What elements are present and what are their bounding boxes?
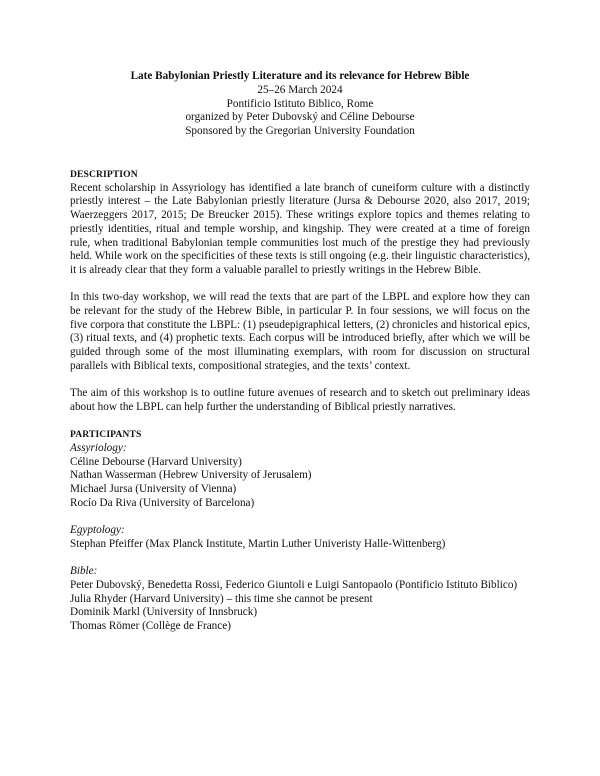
participant-entry: Thomas Römer (Collège de France) [70, 620, 231, 633]
workshop-venue: Pontificio Istituto Biblico, Rome [226, 97, 374, 110]
participant-group-assyriology [70, 442, 530, 511]
participant-group-egyptology [70, 524, 530, 551]
group-label: Bible: [70, 565, 98, 578]
document-header [0, 70, 600, 139]
description-paragraph-2: In this two-day workshop, we will read the texts that are part of the LBPL and explore how they can be relevant for the study of the Hebrew Bible, in particular P. In four sessions, we will focus on the five corpora that constitute the LBPL: (1) pseudepigraphical letters, (2) chronicles and historical epics, (3) ritual texts, and (4) prophetic texts. Each corpus will be introduced briefly, after which we will be guided through some of the most illuminating exemplars, with room for discussion on structural parallels with Biblical texts, compositional strategies, and the texts’ context. [70, 291, 530, 372]
group-label: Egyptology: [70, 524, 125, 537]
participant-entry: Julia Rhyder (Harvard University) – this time she cannot be present [70, 592, 373, 605]
description-paragraph-1: Recent scholarship in Assyriology has identified a late branch of cuneiform culture with a distinctly priestly interest – the Late Babylonian priestly literature (Jursa & Debourse 2020, also 2017, 2019; Waerzeggers 2017, 2015; De Breucker 2015). These writings explore topics and themes relating to priestly identities, ritual and temple worship, and kingship. They were created at a time of foreign rule, when traditional Babylonian temple communities lost much of the prestige they had previously held. While work on the specificities of these texts is still ongoing (e.g. their linguistic characteristics), it is already clear that they form a valuable parallel to priestly writings in the Hebrew Bible. [70, 181, 530, 276]
participant-entry: Stephan Pfeiffer (Max Planck Institute, Martin Luther Univeristy Halle-Wittenberg) [70, 537, 446, 550]
document-body [70, 168, 530, 634]
group-label: Assyriology: [70, 442, 127, 455]
participant-entry: Dominik Markl (University of Innsbruck) [70, 606, 258, 619]
participant-entry: Michael Jursa (University of Vienna) [70, 483, 237, 496]
participants-heading: PARTICIPANTS [70, 429, 142, 441]
description-paragraph-3: The aim of this workshop is to outline future avenues of research and to sketch out preliminary ideas about how the LBPL can help further the understanding of Biblical priestly narratives. [70, 387, 530, 413]
participant-entry: Rocío Da Riva (University of Barcelona) [70, 496, 255, 509]
workshop-organizers: organized by Peter Dubovský and Céline Debourse [185, 111, 415, 124]
participant-entry: Céline Debourse (Harvard University) [70, 455, 242, 468]
description-heading: DESCRIPTION [70, 169, 138, 180]
participant-entry: Peter Dubovský, Benedetta Rossi, Federico Giuntoli e Luigi Santopaolo (Pontificio Istituto Biblico) [70, 579, 518, 592]
participant-group-bible [70, 565, 530, 634]
workshop-dates: 25–26 March 2024 [257, 83, 343, 96]
workshop-title: Late Babylonian Priestly Literature and its relevance for Hebrew Bible [130, 70, 470, 82]
participant-entry: Nathan Wasserman (Hebrew University of Jerusalem) [70, 469, 312, 482]
workshop-sponsor: Sponsored by the Gregorian University Foundation [185, 125, 415, 138]
